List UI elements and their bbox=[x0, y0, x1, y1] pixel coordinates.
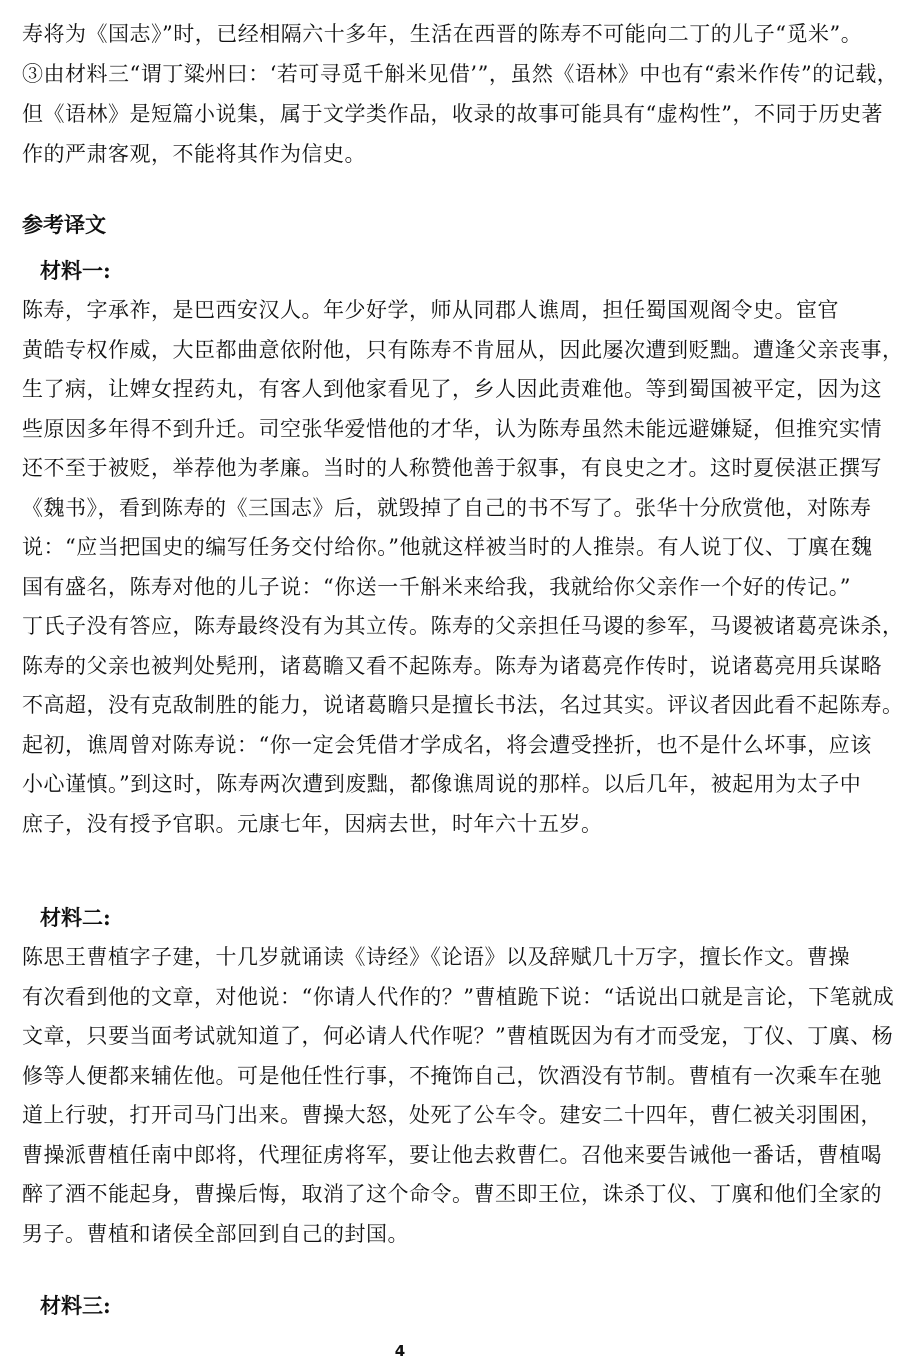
material-one-text bbox=[22, 291, 904, 844]
text-line: 些原因多年得不到升迁。司空张华爱惜他的才华，认为陈寿虽然未能远避嫌疑，但推究实情 bbox=[22, 416, 882, 441]
text-line: 不高超，没有克敌制胜的能力，说诸葛瞻只是擅长书法，名过其实。评议者因此看不起陈寿。 bbox=[22, 693, 904, 717]
text-line: 生了病，让婢女捏药丸，有客人到他家看见了，乡人因此责难他。等到蜀国被平定，因为这 bbox=[22, 377, 882, 401]
text-line: 《魏书》，看到陈寿的《三国志》后，就毁掉了自己的书不写了。张华十分欣赏他，对陈寿 bbox=[22, 495, 872, 520]
text-line: 但《语林》是短篇小说集，属于文学类作品，收录的故事可能具有“虚构性”，不同于历史著 bbox=[22, 102, 883, 126]
text-line: 醉了酒不能起身，曹操后悔，取消了这个命令。曹丕即王位，诛杀丁仪、丁廙和他们全家的 bbox=[22, 1182, 882, 1206]
material-two-text bbox=[22, 938, 895, 1254]
text-line: 陈寿的父亲也被判处髡刑，诸葛瞻又看不起陈寿。陈寿为诸葛亮作传时，说诸葛亮用兵谋略 bbox=[22, 653, 882, 678]
text-line: 黄皓专权作威，大臣都曲意依附他，只有陈寿不肯屈从，因此屡次遭到贬黜。遭逢父亲丧事， bbox=[22, 337, 904, 362]
text-line: 陈寿，字承祚，是巴西安汉人。年少好学，师从同郡人谯周，担任蜀国观阁令史。宦官 bbox=[22, 298, 839, 322]
text-line: 起初，谯周曾对陈寿说：“你一定会凭借才学成名，将会遭受挫折，也不是什么坏事，应该 bbox=[22, 732, 872, 757]
text-line: 小心谨慎。”到这时，陈寿两次遭到废黜，都像谯周说的那样。以后几年，被起用为太子中 bbox=[22, 772, 862, 796]
translation-heading: 参考译文 bbox=[22, 212, 106, 237]
page-number: 4 bbox=[394, 1342, 406, 1360]
text-line: 说：“应当把国史的编写任务交付给你。”他就这样被当时的人推崇。有人说丁仪、丁廙在魏 bbox=[22, 535, 873, 559]
text-line: 修等人便都来辅佐他。可是他任性行事，不掩饰自己，饮酒没有节制。曹植有一次乘车在驰 bbox=[22, 1063, 882, 1088]
text-line: 曹操派曹植任南中郎将，代理征虏将军，要让他去救曹仁。召他来要告诫他一番话，曹植喝 bbox=[22, 1142, 882, 1167]
text-line: 国有盛名，陈寿对他的儿子说：“你送一千斛米来给我，我就给你父亲作一个好的传记。” bbox=[22, 574, 851, 599]
text-line: 文章，只要当面考试就知道了，何必请人代作呢？”曹植既因为有才而受宠，丁仪、丁廙、杨 bbox=[22, 1024, 894, 1048]
material-three-label: 材料三: bbox=[40, 1293, 111, 1318]
text-line: 有次看到他的文章，对他说：“你请人代作的？”曹植跪下说：“话说出口就是言论，下笔就成 bbox=[22, 984, 895, 1009]
text-line: 陈思王曹植字子建，十几岁就诵读《诗经》《论语》以及辞赋几十万字，擅长作文。曹操 bbox=[22, 945, 850, 969]
answer-paragraph bbox=[22, 14, 899, 174]
material-two-label: 材料二: bbox=[40, 905, 111, 930]
text-line: 寿将为《国志》”时，已经相隔六十多年，生活在西晋的陈寿不可能向二丁的儿子“觅米”。 bbox=[22, 22, 863, 46]
material-one-label: 材料一: bbox=[40, 258, 111, 283]
text-line: 作的严肃客观，不能将其作为信史。 bbox=[22, 142, 366, 166]
text-line: 还不至于被贬，举荐他为孝廉。当时的人称赞他善于叙事，有良史之才。这时夏侯湛正撰写 bbox=[22, 456, 882, 480]
text-line: 庶子，没有授予官职。元康七年，因病去世，时年六十五岁。 bbox=[22, 811, 603, 836]
text-line: 道上行驶，打开司马门出来。曹操大怒，处死了公车令。建安二十四年，曹仁被关羽围困， bbox=[22, 1103, 882, 1127]
text-line: 丁氏子没有答应，陈寿最终没有为其立传。陈寿的父亲担任马谡的参军，马谡被诸葛亮诛杀， bbox=[22, 614, 904, 638]
text-line: ③由材料三“谓丁粱州曰：‘若可寻觅千斛米见借’”，虽然《语林》中也有“索米作传”的记载， bbox=[22, 62, 899, 86]
text-line: 男子。曹植和诸侯全部回到自己的封国。 bbox=[22, 1221, 409, 1246]
